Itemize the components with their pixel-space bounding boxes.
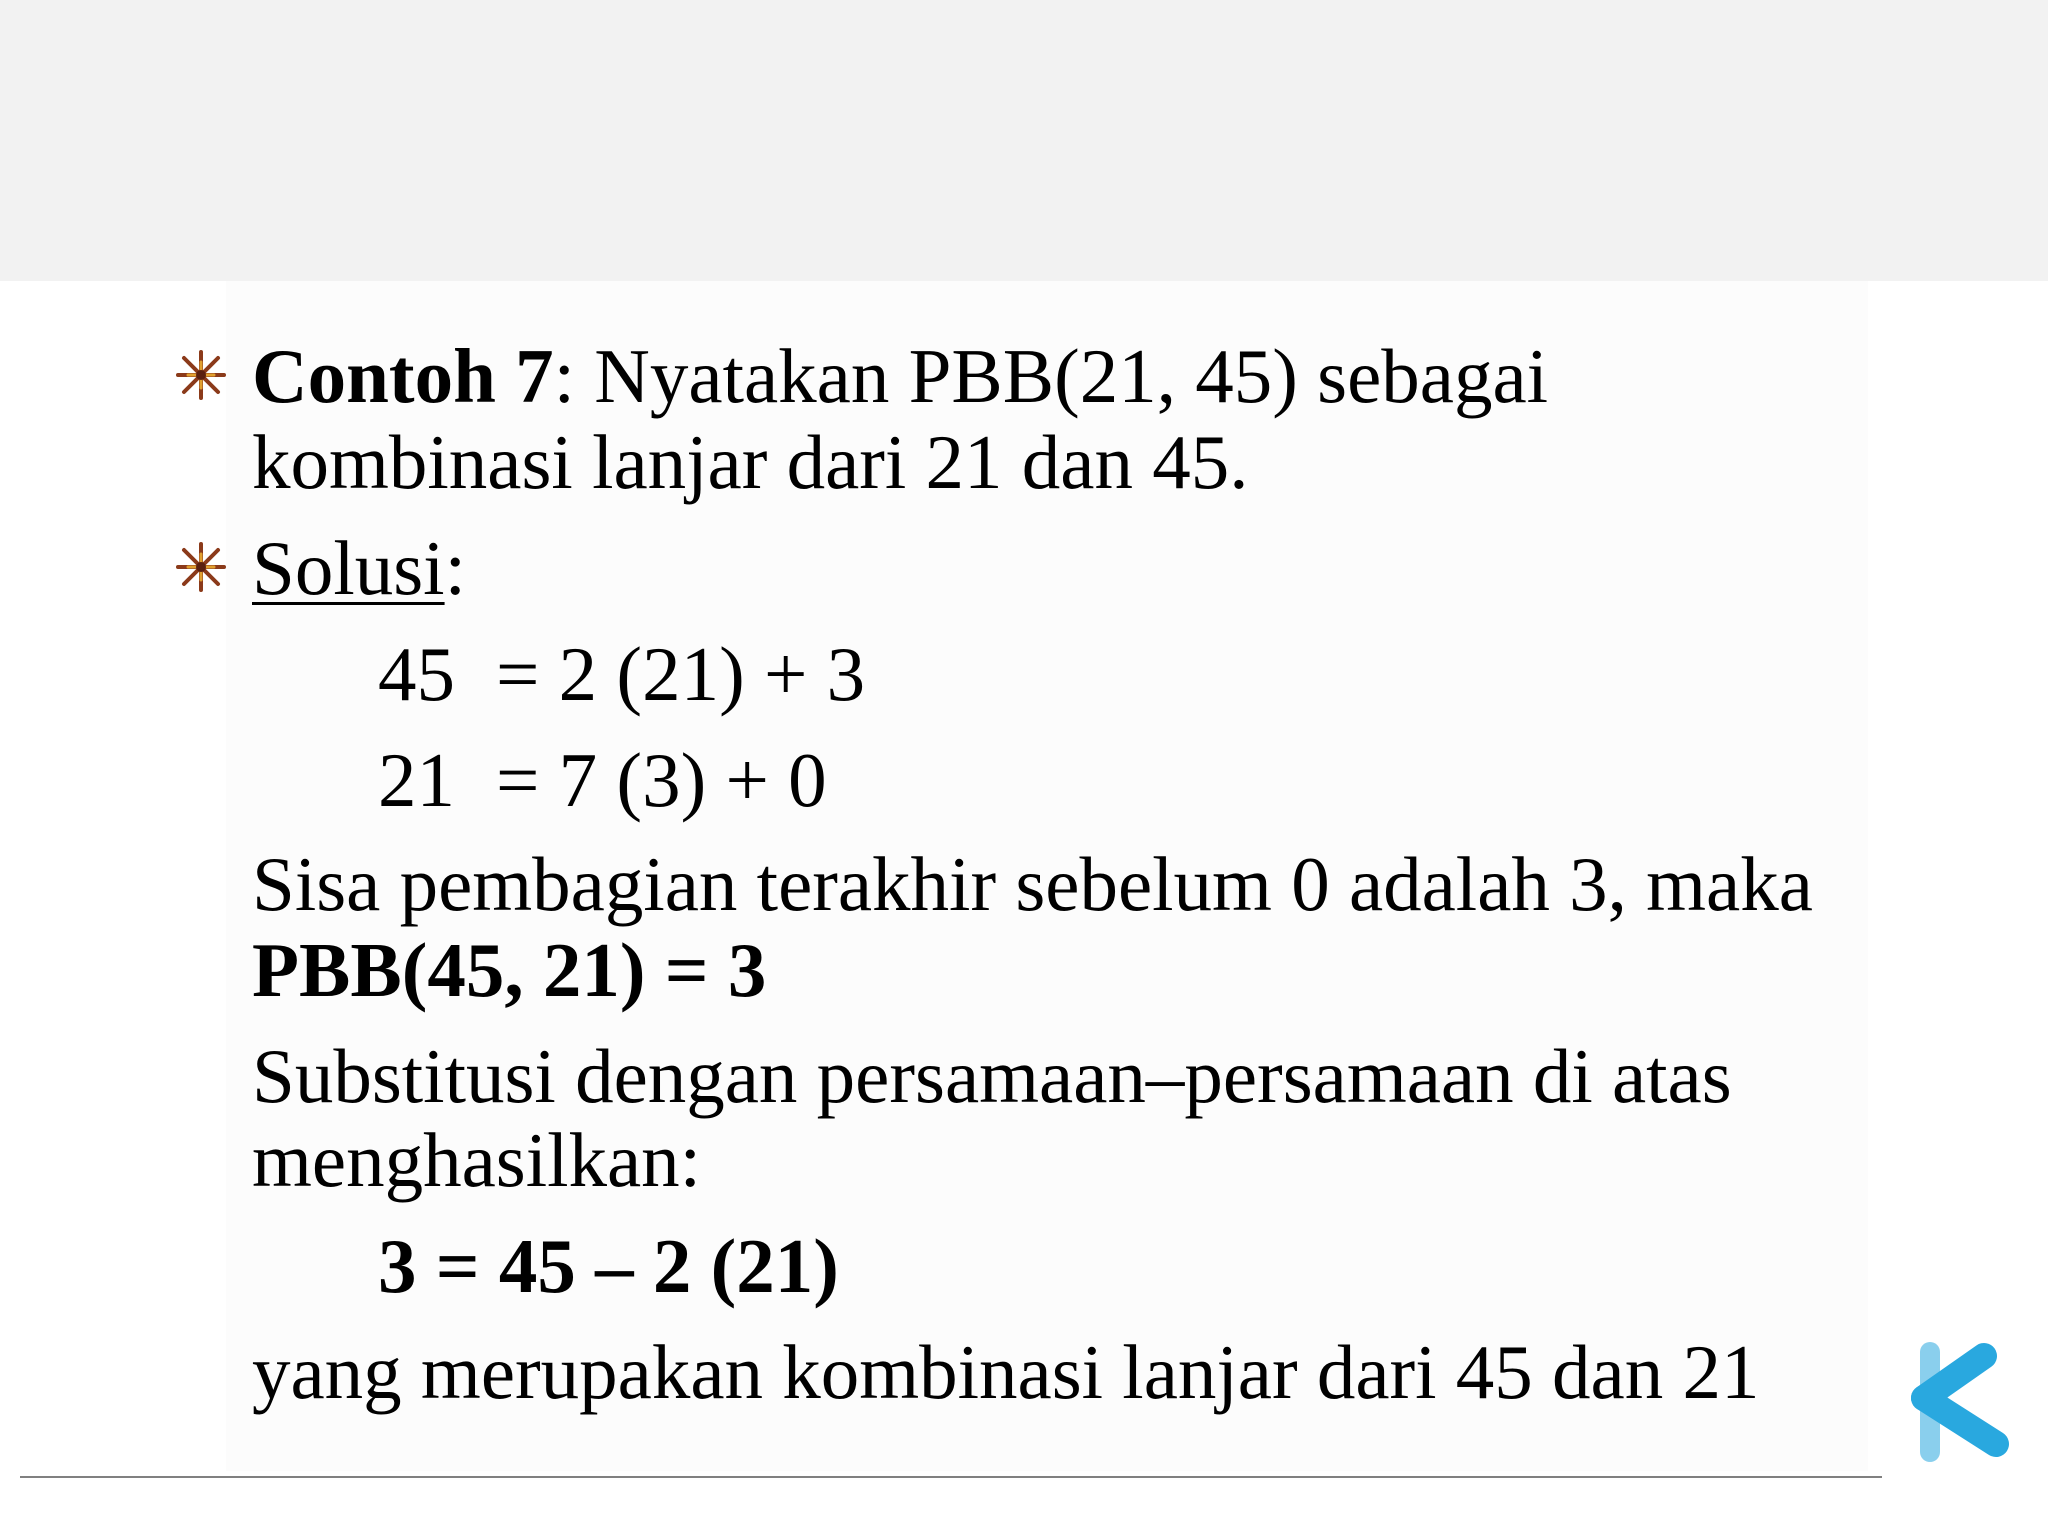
equation-rhs: = 2 (21) + 3	[496, 631, 866, 717]
equation-lhs: 21	[378, 737, 455, 823]
chevron-logo-icon	[1896, 1334, 2014, 1470]
footer-divider	[20, 1476, 1882, 1478]
example-label: Contoh 7	[252, 333, 554, 419]
equation-row	[378, 631, 866, 717]
final-equation: 3 = 45 – 2 (21)	[378, 1223, 839, 1309]
equation-rhs: = 7 (3) + 0	[496, 737, 827, 823]
substitution-text-line1: Substitusi dengan persamaan–persamaan di atas	[252, 1033, 1732, 1119]
item1-line1	[252, 333, 1549, 419]
remainder-text: Sisa pembagian terakhir sebelum 0 adalah 3, maka	[252, 841, 1813, 927]
top-band	[0, 0, 2048, 281]
conclusion-text: yang merupakan kombinasi lanjar dari 45 dan 21	[252, 1329, 1760, 1415]
star-burst-icon	[174, 540, 228, 594]
star-burst-icon	[174, 348, 228, 402]
equation-lhs: 45	[378, 631, 455, 717]
gcd-result: PBB(45, 21) = 3	[252, 927, 767, 1013]
equation-row	[378, 737, 827, 823]
solution-label: Solusi	[252, 525, 445, 611]
solution-heading	[252, 525, 466, 611]
substitution-text-line2: menghasilkan:	[252, 1117, 702, 1203]
item1-line2: kombinasi lanjar dari 21 dan 45.	[252, 419, 1249, 505]
solution-colon: :	[444, 525, 466, 611]
example-question: : Nyatakan PBB(21, 45) sebagai	[553, 333, 1549, 419]
